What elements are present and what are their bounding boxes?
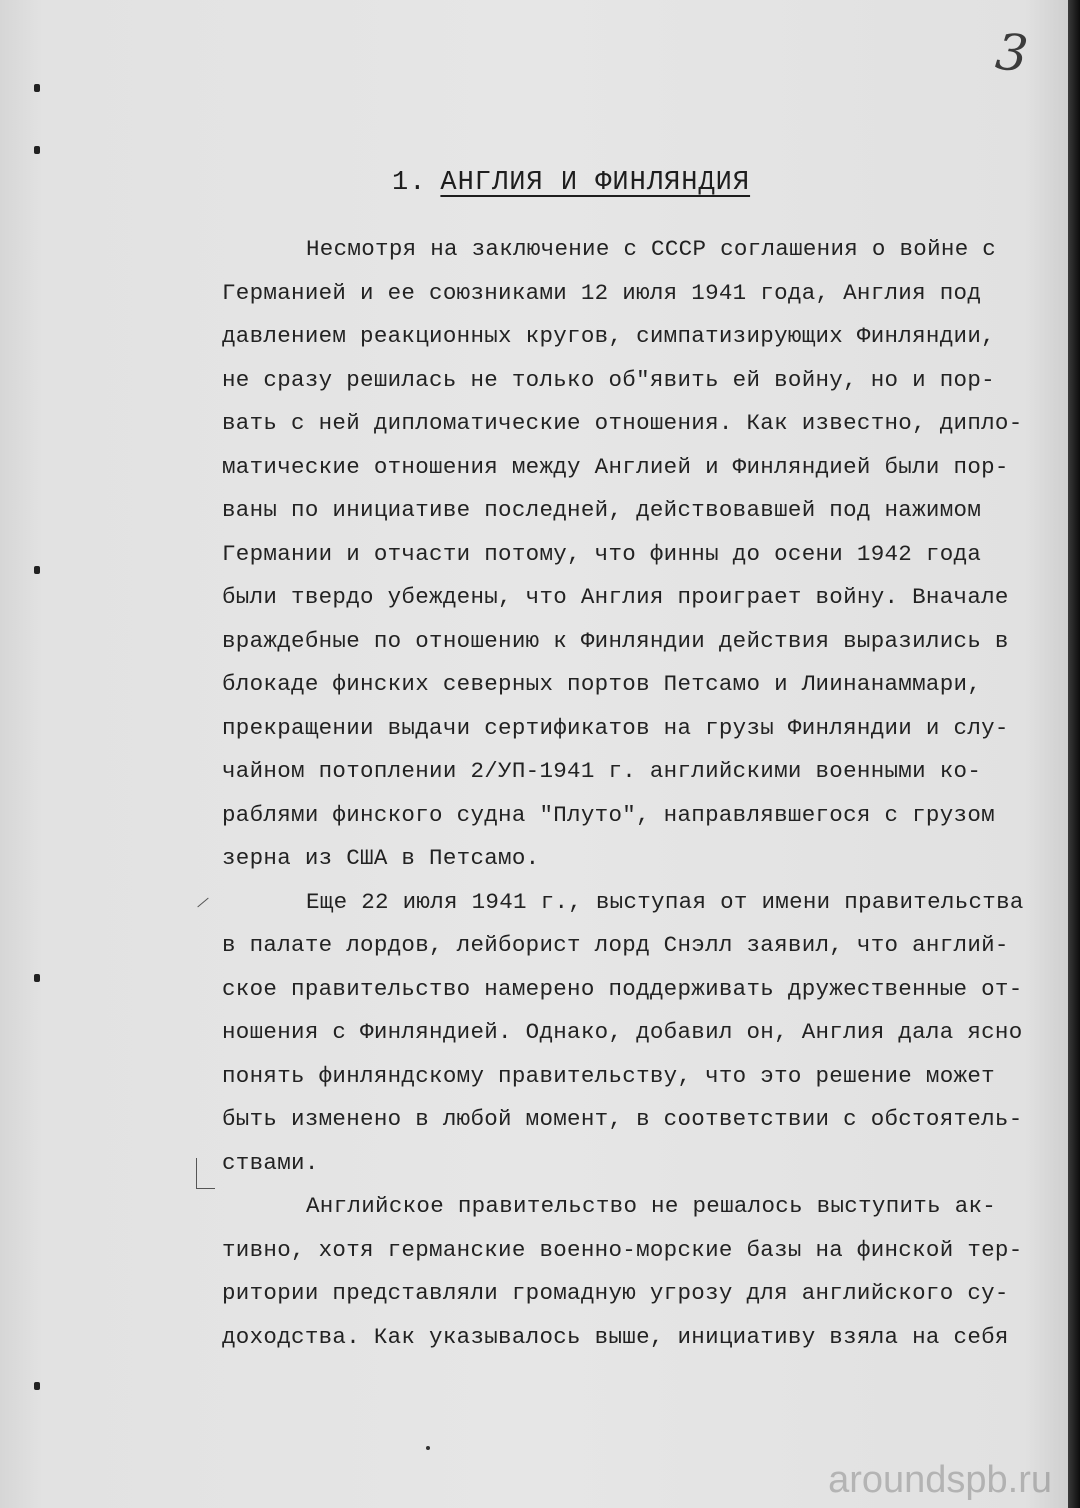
text-line: враждебные по отношению к Финляндии действия выразились в xyxy=(222,627,1009,654)
text-line: понять финляндскому правительству, что это решение может xyxy=(222,1062,995,1089)
text-line: ритории представляли громадную угрозу для английского су- xyxy=(222,1280,1009,1306)
text-line: доходства. Как указывалось выше, инициативу взяла на себя xyxy=(222,1323,1009,1350)
text-line: блокаде финских северных портов Петсамо и Лиинанаммари, xyxy=(222,671,982,697)
section-title: АНГЛИЯ И ФИНЛЯНДИЯ xyxy=(440,168,751,198)
text-line: вать с ней дипломатические отношения. Как известно, дипло- xyxy=(222,410,1023,436)
text-line: чайном потоплении 2/УП-1941 г. английскими военными ко- xyxy=(222,758,982,784)
text-line: Германией и ее союзниками 12 июля 1941 года, Англия под xyxy=(222,279,982,306)
text-line: тивно, хотя германские военно-морские базы на финской тер- xyxy=(222,1236,1023,1263)
text-line: ское правительство намерено поддерживать дружественные от- xyxy=(222,975,1023,1002)
text-line: Английское правительство не решалось выступить ак- xyxy=(306,1193,997,1219)
binding-hole xyxy=(34,84,40,92)
text-line: раблями финского судна "Плуто", направлявшегося с грузом xyxy=(222,801,995,828)
section-number: 1. xyxy=(392,168,427,198)
text-line: Еще 22 июля 1941 г., выступая от имени правительства xyxy=(306,888,1024,915)
ink-dot xyxy=(426,1446,430,1450)
binding-hole xyxy=(34,146,40,154)
section-heading xyxy=(392,168,750,198)
text-line: были твердо убеждены, что Англия проиграет войну. Вначале xyxy=(222,584,1009,610)
page-edge-shadow xyxy=(1068,0,1080,1508)
watermark: aroundspb.ru xyxy=(828,1459,1052,1501)
binding-hole xyxy=(34,974,40,982)
binding-hole xyxy=(34,566,40,574)
text-line: зерна из США в Петсамо. xyxy=(222,845,540,871)
text-line: ваны по инициативе последней, действовавшей под нажимом xyxy=(222,497,982,523)
text-line: ношения с Финляндией. Однако, добавил он, Англия дала ясно xyxy=(222,1019,1023,1045)
text-line: матические отношения между Англией и Финляндией были пор- xyxy=(222,453,1009,480)
text-line: прекращении выдачи сертификатов на грузы Финляндии и слу- xyxy=(222,714,1009,741)
text-line: Германии и отчасти потому, что финны до осени 1942 года xyxy=(222,540,982,567)
body-text xyxy=(222,228,1060,1359)
text-line: ствами. xyxy=(222,1149,319,1176)
pencil-mark xyxy=(197,898,208,908)
text-line: в палате лордов, лейборист лорд Снэлл заявил, что англий- xyxy=(222,932,1009,958)
text-line: Несмотря на заключение с СССР соглашения о войне с xyxy=(306,236,997,262)
handwritten-page-number: 3 xyxy=(993,22,1031,84)
binding-hole xyxy=(34,1382,40,1390)
pencil-bracket-mark xyxy=(196,1158,215,1189)
text-line: быть изменено в любой момент, в соответствии с обстоятель- xyxy=(222,1106,1023,1132)
text-line: давлением реакционных кругов, симпатизирующих Финляндии, xyxy=(222,323,995,349)
text-line: не сразу решилась не только об"явить ей войну, но и пор- xyxy=(222,366,995,393)
